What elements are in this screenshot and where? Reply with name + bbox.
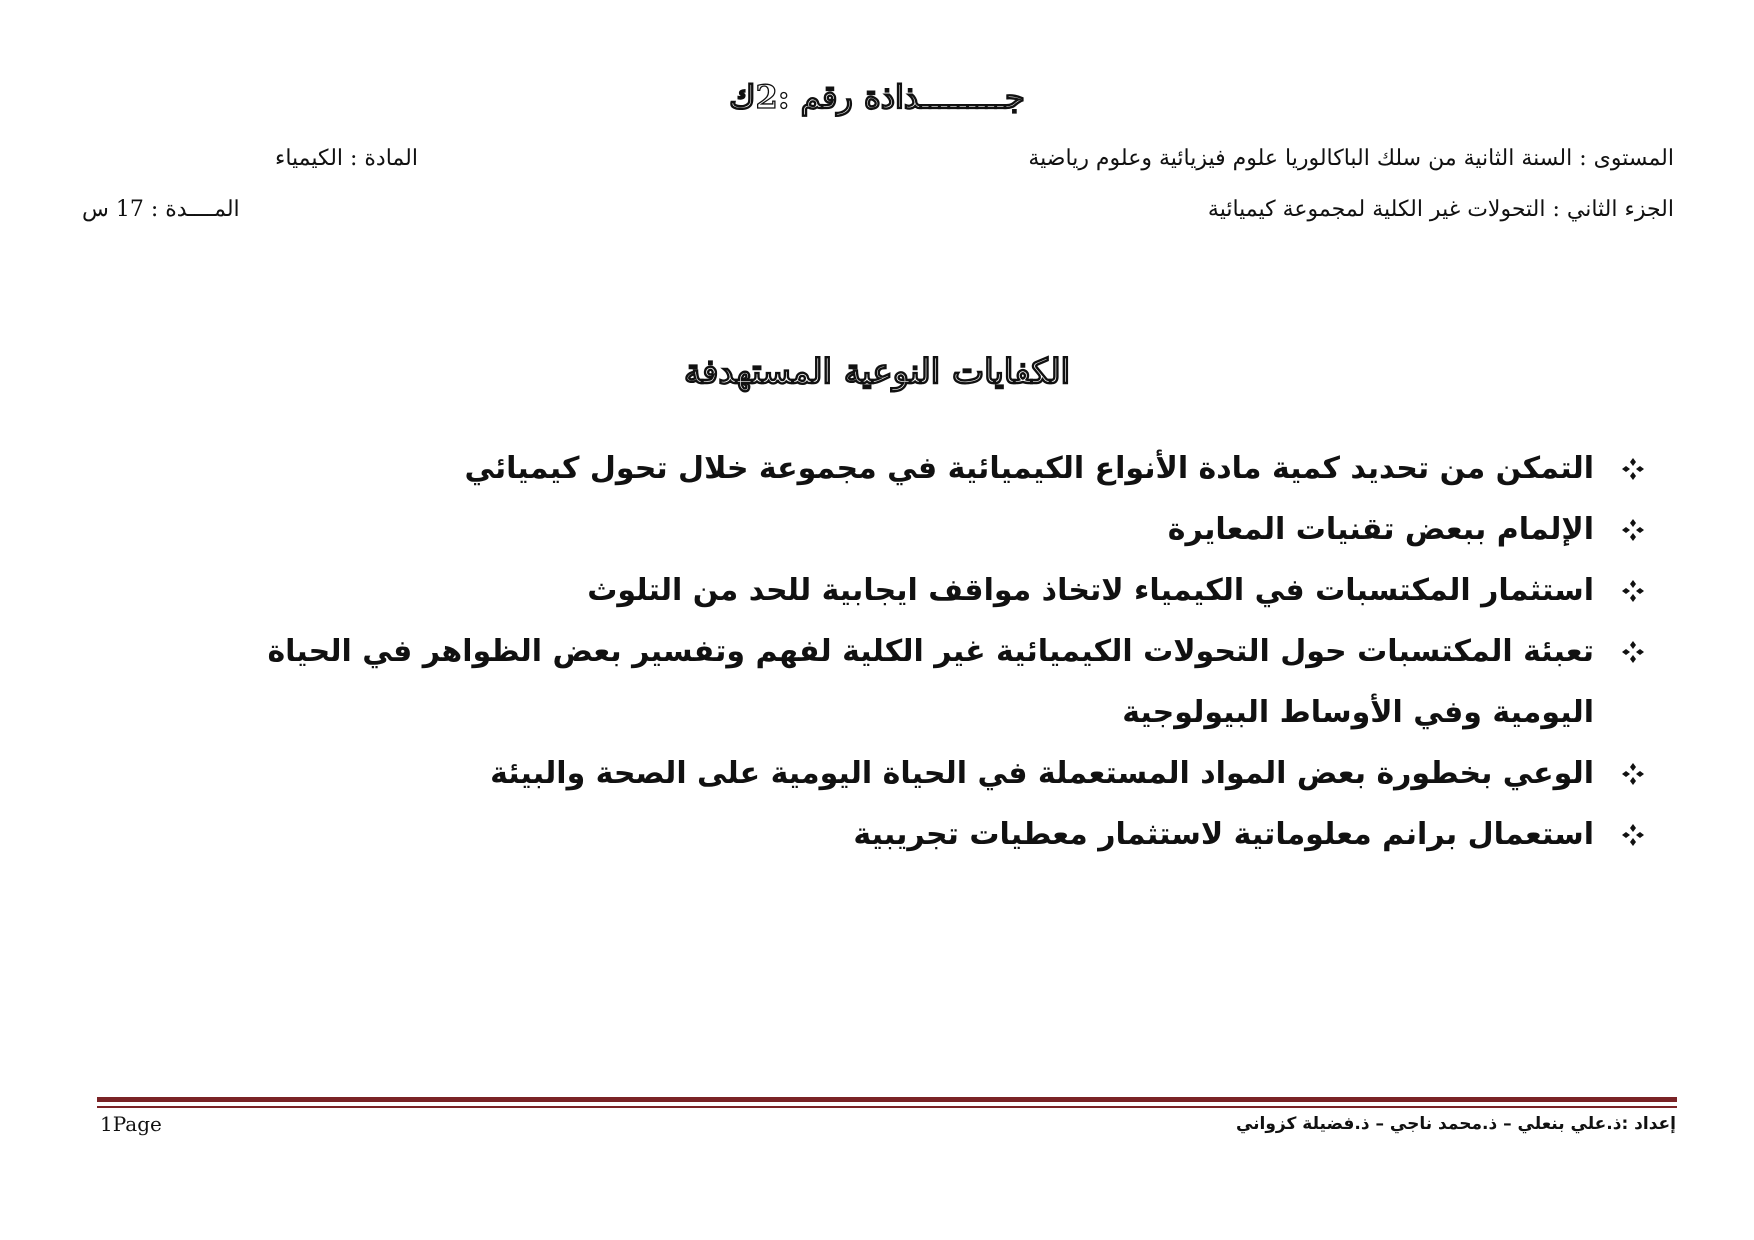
- level-line: المستوى : السنة الثانية من سلك الباكالوريا علوم فيزيائية وعلوم رياضية: [1028, 146, 1674, 171]
- objective-item: [194, 804, 1644, 865]
- part-line: الجزء الثاني : التحولات غير الكلية لمجموعة كيميائية: [1207, 197, 1674, 222]
- subject-line: المادة : الكيمياء: [275, 146, 418, 171]
- four-diamond-bullet-icon: [1622, 641, 1644, 663]
- four-diamond-bullet-icon: [1622, 458, 1644, 480]
- objective-item: [194, 560, 1644, 621]
- four-diamond-bullet-icon: [1622, 580, 1644, 602]
- author-credit: إعداد :ذ.علي بنعلي – ذ.محمد ناجي – ذ.فضيلة كزواني: [1235, 1114, 1676, 1134]
- objective-text: تعبئة المكتسبات حول التحولات الكيميائية غير الكلية لفهم وتفسير بعض الظواهر في الحياة اليومية وفي الأوساط البيولوجية: [267, 634, 1594, 730]
- page-number: 1Page: [100, 1112, 162, 1136]
- four-diamond-bullet-icon: [1622, 824, 1644, 846]
- objective-item: [194, 499, 1644, 560]
- footer-divider: [97, 1097, 1677, 1102]
- duration-line: المــــدة : 17 س: [82, 197, 240, 222]
- page-title: جـــــــــذاذة رقم :2ك: [729, 78, 1025, 116]
- objectives-list: [194, 438, 1644, 865]
- four-diamond-bullet-icon: [1622, 519, 1644, 541]
- objective-text: الوعي بخطورة بعض المواد المستعملة في الحياة اليومية على الصحة والبيئة: [490, 756, 1594, 791]
- objective-item: [194, 743, 1644, 804]
- objective-item: [194, 621, 1644, 743]
- objective-text: استثمار المكتسبات في الكيمياء لاتخاذ مواقف ايجابية للحد من التلوث: [587, 573, 1594, 608]
- four-diamond-bullet-icon: [1622, 763, 1644, 785]
- objective-text: استعمال برانم معلوماتية لاستثمار معطيات تجريبية: [853, 817, 1594, 852]
- objective-text: التمكن من تحديد كمية مادة الأنواع الكيميائية في مجموعة خلال تحول كيميائي: [464, 451, 1594, 486]
- objective-item: [194, 438, 1644, 499]
- footer-divider-thin: [97, 1106, 1677, 1108]
- section-heading: الكفايات النوعية المستهدفة: [683, 352, 1071, 392]
- objective-text: الإلمام ببعض تقنيات المعايرة: [1167, 512, 1594, 547]
